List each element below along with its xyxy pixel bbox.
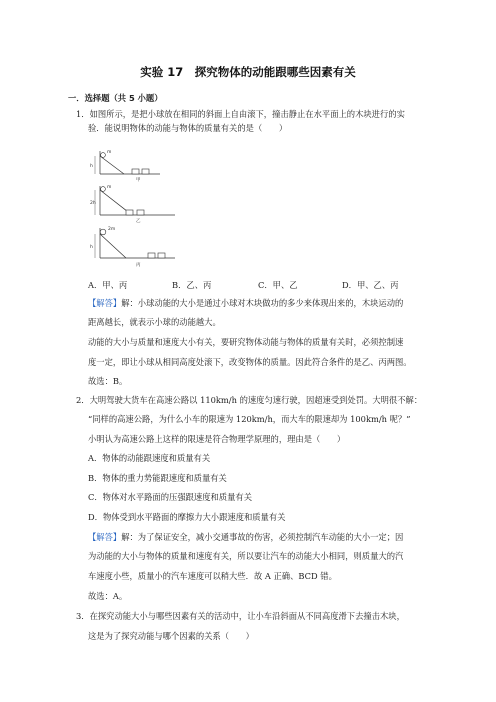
- q2-option-d: D．物体受到水平路面的摩擦力大小跟速度和质量有关: [88, 512, 286, 522]
- q2-answer-line-3: 车速度小些，质量小的汽车速度可以稍大些．故 A 正确、BCD 错。: [88, 571, 337, 581]
- panel-jia-mass-label: m: [107, 150, 112, 155]
- q2-answer-line-4: 故选：A。: [88, 591, 128, 601]
- q1-answer-line-1: [88, 297, 403, 309]
- q3-stem-line-1: 3．在探究动能大小与哪些因素有关的活动中，让小车沿斜面从不同高度滑下去撞击木块，: [76, 611, 405, 621]
- q2-option-c: C．物体对水平路面的压强跟速度和质量有关: [88, 492, 252, 502]
- q2-stem-line-1: 2．大明驾驶大货车在高速公路以 110km/h 的速度匀速行驶，因超速受到处罚。大明很不解：: [76, 395, 423, 405]
- q1-answer-line-5: 故选：B。: [88, 376, 128, 386]
- panel-yi-height-label: 2h: [90, 201, 96, 206]
- q1-answer-line-2: 距离越长，就表示小球的动能越大。: [88, 317, 221, 327]
- q1-figure: [90, 148, 190, 278]
- q2-answer-line-1: [88, 531, 403, 543]
- q2-answer-line-2: 为动能的大小与物体的质量和速度有关，所以要让汽车的动能大小相同，则质量大的汽: [88, 551, 404, 561]
- q1-option-c: C．甲、乙: [258, 280, 298, 290]
- q1-answer-line-3: 动能的大小与质量和速度大小有关，要研究物体动能与物体的质量有关时，必须控制速: [88, 337, 404, 347]
- q2-option-a: A．物体的动能跟速度和质量有关: [88, 453, 211, 463]
- q1-stem-line-2: 验．能说明物体的动能与物体的质量有关的是（ ）: [88, 123, 288, 133]
- q1-answer-tag: 【解答】: [88, 298, 122, 308]
- q2-option-b: B．物体的重力势能跟速度和质量有关: [88, 473, 227, 483]
- figure-panel-bing: [90, 226, 175, 268]
- q1-answer-line-4: 度一定，即让小球从相同高度处滚下，改变物体的质量。因此符合条件的是乙、丙两图。: [88, 357, 412, 367]
- page-title: 实验 17 探究物体的动能跟哪些因素有关: [140, 65, 356, 79]
- q1-option-b: B．乙、丙: [172, 280, 212, 290]
- q1-option-a: A．甲、丙: [88, 280, 128, 290]
- q2-answer-text-1: 解：为了保证安全，减小交通事故的伤害，必须控制汽车动能的大小一定；因: [121, 532, 404, 542]
- q1-stem-line-1: 1．如图所示，是把小球放在相同的斜面上自由滚下，撞击静止在水平面上的木块进行的实: [76, 109, 405, 119]
- figure-panel-yi: [90, 185, 175, 224]
- section-heading: 一．选择题（共 5 小题）: [68, 93, 163, 103]
- ball-icon: [100, 229, 106, 235]
- q3-stem-line-2: 这是为了探究动能与哪个因素的关系（ ）: [88, 631, 254, 641]
- wood-block-icon: [126, 210, 133, 215]
- q2-answer-tag: 【解答】: [88, 532, 122, 542]
- q2-stem-line-2: “同样的高速公路，为什么小车的限速为 120km/h，而大车的限速却为 100km/h 呢？”: [88, 414, 411, 424]
- panel-bing-caption: 丙: [136, 263, 141, 268]
- wood-block-icon: [148, 253, 155, 258]
- panel-yi-caption: 乙: [136, 219, 141, 224]
- q2-stem-line-3: 小明认为高速公路上这样的限速是符合物理学原理的，理由是（ ）: [88, 434, 346, 444]
- panel-bing-mass-label: 2m: [108, 227, 116, 232]
- panel-bing-height-label: h: [90, 245, 93, 250]
- ball-icon: [101, 153, 106, 158]
- q1-option-d: D．甲、乙、丙: [342, 280, 399, 290]
- q1-options: [88, 279, 398, 291]
- panel-jia-height-label: h: [90, 164, 93, 169]
- panel-yi-mass-label: m: [107, 185, 112, 190]
- panel-jia-caption: 甲: [136, 178, 141, 183]
- q1-answer-text-1: 解：小球动能的大小是通过小球对木块做功的多少来体现出来的，木块运动的: [121, 298, 404, 308]
- ball-icon: [101, 187, 106, 192]
- wood-block-icon: [132, 169, 139, 174]
- figure-panel-jia: [90, 150, 160, 183]
